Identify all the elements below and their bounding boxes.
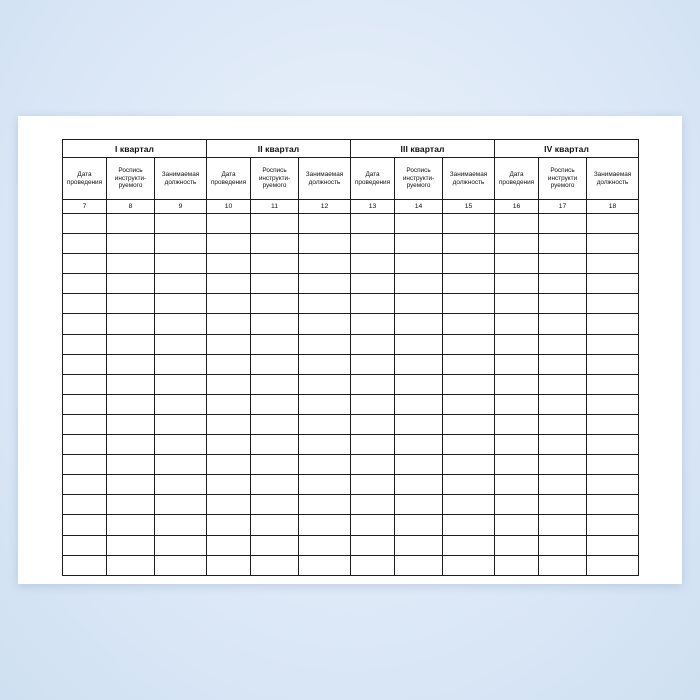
table-cell[interactable] (107, 535, 155, 555)
table-cell[interactable] (251, 414, 299, 434)
table-cell[interactable] (443, 535, 495, 555)
table-cell[interactable] (443, 455, 495, 475)
table-cell[interactable] (207, 334, 251, 354)
table-cell[interactable] (299, 555, 351, 575)
table-cell[interactable] (299, 374, 351, 394)
table-cell[interactable] (251, 254, 299, 274)
table-row[interactable] (63, 254, 639, 274)
table-cell[interactable] (207, 555, 251, 575)
table-cell[interactable] (299, 414, 351, 434)
table-cell[interactable] (251, 294, 299, 314)
table-cell[interactable] (107, 314, 155, 334)
table-cell[interactable] (207, 414, 251, 434)
table-cell[interactable] (587, 334, 639, 354)
table-cell[interactable] (207, 535, 251, 555)
table-cell[interactable] (107, 414, 155, 434)
table-cell[interactable] (299, 515, 351, 535)
table-cell[interactable] (395, 334, 443, 354)
table-cell[interactable] (395, 535, 443, 555)
table-row[interactable] (63, 334, 639, 354)
table-cell[interactable] (63, 414, 107, 434)
table-cell[interactable] (107, 294, 155, 314)
table-cell[interactable] (443, 334, 495, 354)
table-cell[interactable] (207, 314, 251, 334)
table-cell[interactable] (107, 354, 155, 374)
column-label-9: Занимаемая должность (443, 158, 495, 200)
table-cell[interactable] (539, 414, 587, 434)
table-cell[interactable] (351, 515, 395, 535)
table-cell[interactable] (351, 214, 395, 234)
table-cell[interactable] (539, 374, 587, 394)
table-cell[interactable] (539, 334, 587, 354)
table-cell[interactable] (395, 435, 443, 455)
table-cell[interactable] (207, 515, 251, 535)
table-cell[interactable] (539, 495, 587, 515)
table-cell[interactable] (495, 334, 539, 354)
table-cell[interactable] (63, 495, 107, 515)
table-cell[interactable] (251, 394, 299, 414)
column-number-3: 9 (155, 200, 207, 214)
table-cell[interactable] (155, 354, 207, 374)
quarter-header-3: III квартал (351, 140, 495, 158)
table-cell[interactable] (63, 254, 107, 274)
table-cell[interactable] (587, 435, 639, 455)
column-number-2: 8 (107, 200, 155, 214)
table-cell[interactable] (351, 475, 395, 495)
column-number-12: 18 (587, 200, 639, 214)
table-cell[interactable] (495, 294, 539, 314)
table-cell[interactable] (155, 535, 207, 555)
table-cell[interactable] (539, 455, 587, 475)
table-cell[interactable] (155, 274, 207, 294)
table-cell[interactable] (395, 515, 443, 535)
table-cell[interactable] (495, 394, 539, 414)
table-cell[interactable] (251, 495, 299, 515)
table-cell[interactable] (299, 234, 351, 254)
table-cell[interactable] (207, 214, 251, 234)
table-cell[interactable] (155, 435, 207, 455)
table-row[interactable] (63, 515, 639, 535)
table-cell[interactable] (63, 394, 107, 414)
table-cell[interactable] (539, 535, 587, 555)
quarter-header-row (63, 140, 639, 158)
table-cell[interactable] (207, 435, 251, 455)
table-cell[interactable] (495, 414, 539, 434)
table-cell[interactable] (395, 294, 443, 314)
table-cell[interactable] (587, 374, 639, 394)
table-cell[interactable] (495, 455, 539, 475)
table-row[interactable] (63, 354, 639, 374)
table-cell[interactable] (587, 214, 639, 234)
table-cell[interactable] (539, 435, 587, 455)
column-label-8: Роспись инструкти-руемого (395, 158, 443, 200)
table-cell[interactable] (155, 334, 207, 354)
table-cell[interactable] (587, 294, 639, 314)
column-number-row (63, 200, 639, 214)
table-cell[interactable] (251, 274, 299, 294)
table-cell[interactable] (63, 374, 107, 394)
table-body (63, 214, 639, 576)
table-cell[interactable] (63, 334, 107, 354)
table-cell[interactable] (207, 294, 251, 314)
table-cell[interactable] (587, 354, 639, 374)
table-cell[interactable] (251, 475, 299, 495)
table-cell[interactable] (251, 555, 299, 575)
table-row[interactable] (63, 455, 639, 475)
table-cell[interactable] (63, 435, 107, 455)
table-cell[interactable] (207, 394, 251, 414)
table-cell[interactable] (395, 475, 443, 495)
table-cell[interactable] (251, 515, 299, 535)
quarter-header-2: II квартал (207, 140, 351, 158)
table-cell[interactable] (251, 334, 299, 354)
table-cell[interactable] (443, 435, 495, 455)
table-cell[interactable] (251, 314, 299, 334)
table-row[interactable] (63, 294, 639, 314)
table-cell[interactable] (299, 254, 351, 274)
table-cell[interactable] (539, 254, 587, 274)
table-cell[interactable] (587, 234, 639, 254)
table-cell[interactable] (587, 495, 639, 515)
table-cell[interactable] (495, 515, 539, 535)
table-cell[interactable] (495, 354, 539, 374)
table-row[interactable] (63, 475, 639, 495)
table-cell[interactable] (587, 455, 639, 475)
column-number-4: 10 (207, 200, 251, 214)
table-cell[interactable] (107, 435, 155, 455)
table-cell[interactable] (251, 234, 299, 254)
table-cell[interactable] (351, 334, 395, 354)
table-cell[interactable] (443, 354, 495, 374)
table-cell[interactable] (107, 455, 155, 475)
table-cell[interactable] (395, 314, 443, 334)
table-cell[interactable] (155, 254, 207, 274)
table-cell[interactable] (587, 535, 639, 555)
table-cell[interactable] (299, 354, 351, 374)
table-cell[interactable] (299, 495, 351, 515)
table-row[interactable] (63, 435, 639, 455)
table-cell[interactable] (299, 214, 351, 234)
table-cell[interactable] (207, 374, 251, 394)
table-cell[interactable] (587, 254, 639, 274)
table-cell[interactable] (251, 214, 299, 234)
table-cell[interactable] (63, 214, 107, 234)
table-cell[interactable] (251, 455, 299, 475)
table-cell[interactable] (63, 274, 107, 294)
table-cell[interactable] (587, 515, 639, 535)
quarter-header-1: I квартал (63, 140, 207, 158)
column-number-7: 13 (351, 200, 395, 214)
table-cell[interactable] (443, 374, 495, 394)
table-cell[interactable] (155, 374, 207, 394)
table-cell[interactable] (443, 475, 495, 495)
table-cell[interactable] (495, 234, 539, 254)
table-cell[interactable] (395, 414, 443, 434)
column-label-5: Роспись инструкти-руемого (251, 158, 299, 200)
table-cell[interactable] (251, 374, 299, 394)
table-cell[interactable] (395, 455, 443, 475)
table-cell[interactable] (443, 414, 495, 434)
table-cell[interactable] (495, 374, 539, 394)
table-cell[interactable] (587, 274, 639, 294)
table-cell[interactable] (155, 294, 207, 314)
table-cell[interactable] (63, 314, 107, 334)
table-cell[interactable] (495, 274, 539, 294)
table-cell[interactable] (495, 314, 539, 334)
table-cell[interactable] (395, 495, 443, 515)
table-cell[interactable] (495, 495, 539, 515)
column-number-9: 15 (443, 200, 495, 214)
column-label-3: Занимаемая должность (155, 158, 207, 200)
table-row[interactable] (63, 495, 639, 515)
instruction-journal-table (62, 139, 639, 576)
table-cell[interactable] (395, 254, 443, 274)
document-paper (18, 116, 682, 584)
table-cell[interactable] (251, 435, 299, 455)
table-cell[interactable] (395, 354, 443, 374)
table-cell[interactable] (351, 495, 395, 515)
table-cell[interactable] (587, 394, 639, 414)
table-cell[interactable] (155, 314, 207, 334)
table-row[interactable] (63, 214, 639, 234)
table-cell[interactable] (495, 475, 539, 495)
column-number-8: 14 (395, 200, 443, 214)
table-cell[interactable] (63, 475, 107, 495)
column-number-11: 17 (539, 200, 587, 214)
table-cell[interactable] (107, 495, 155, 515)
column-number-1: 7 (63, 200, 107, 214)
table-cell[interactable] (351, 294, 395, 314)
column-label-row (63, 158, 639, 200)
table-cell[interactable] (299, 394, 351, 414)
table-cell[interactable] (495, 214, 539, 234)
table-cell[interactable] (207, 455, 251, 475)
table-cell[interactable] (587, 414, 639, 434)
table-cell[interactable] (443, 214, 495, 234)
table-row[interactable] (63, 555, 639, 575)
column-number-5: 11 (251, 200, 299, 214)
table-cell[interactable] (107, 475, 155, 495)
table-cell[interactable] (63, 515, 107, 535)
table-cell[interactable] (207, 274, 251, 294)
table-cell[interactable] (251, 535, 299, 555)
table-cell[interactable] (395, 374, 443, 394)
column-label-7: Дата проведения (351, 158, 395, 200)
table-container (62, 139, 638, 576)
table-cell[interactable] (443, 254, 495, 274)
table-cell[interactable] (443, 495, 495, 515)
column-label-4: Дата проведения (207, 158, 251, 200)
table-cell[interactable] (351, 394, 395, 414)
table-cell[interactable] (299, 475, 351, 495)
table-cell[interactable] (443, 294, 495, 314)
table-cell[interactable] (155, 495, 207, 515)
table-cell[interactable] (443, 274, 495, 294)
table-cell[interactable] (299, 274, 351, 294)
table-cell[interactable] (443, 394, 495, 414)
table-cell[interactable] (155, 515, 207, 535)
table-cell[interactable] (299, 455, 351, 475)
table-cell[interactable] (107, 214, 155, 234)
table-cell[interactable] (63, 455, 107, 475)
table-cell[interactable] (539, 394, 587, 414)
table-cell[interactable] (351, 274, 395, 294)
table-cell[interactable] (351, 455, 395, 475)
table-cell[interactable] (495, 555, 539, 575)
table-cell[interactable] (107, 234, 155, 254)
table-cell[interactable] (63, 354, 107, 374)
table-cell[interactable] (107, 374, 155, 394)
column-label-11: Роспись инструкти руемого (539, 158, 587, 200)
table-cell[interactable] (587, 314, 639, 334)
table-cell[interactable] (395, 234, 443, 254)
table-cell[interactable] (107, 334, 155, 354)
column-label-2: Роспись инструкти-руемого (107, 158, 155, 200)
column-number-6: 12 (299, 200, 351, 214)
table-cell[interactable] (539, 234, 587, 254)
table-cell[interactable] (63, 535, 107, 555)
table-cell[interactable] (443, 314, 495, 334)
table-cell[interactable] (155, 455, 207, 475)
table-cell[interactable] (107, 555, 155, 575)
table-cell[interactable] (495, 435, 539, 455)
table-cell[interactable] (351, 354, 395, 374)
table-cell[interactable] (587, 475, 639, 495)
table-cell[interactable] (351, 555, 395, 575)
table-cell[interactable] (299, 334, 351, 354)
table-row[interactable] (63, 535, 639, 555)
table-cell[interactable] (299, 535, 351, 555)
table-cell[interactable] (155, 394, 207, 414)
column-label-1: Дата проведения (63, 158, 107, 200)
table-cell[interactable] (299, 314, 351, 334)
table-cell[interactable] (539, 555, 587, 575)
table-cell[interactable] (63, 294, 107, 314)
table-cell[interactable] (207, 254, 251, 274)
table-cell[interactable] (299, 294, 351, 314)
table-cell[interactable] (443, 555, 495, 575)
table-cell[interactable] (443, 515, 495, 535)
table-cell[interactable] (539, 214, 587, 234)
table-cell[interactable] (107, 515, 155, 535)
table-cell[interactable] (495, 535, 539, 555)
table-cell[interactable] (587, 555, 639, 575)
table-row[interactable] (63, 394, 639, 414)
table-cell[interactable] (251, 354, 299, 374)
table-cell[interactable] (107, 274, 155, 294)
table-cell[interactable] (395, 394, 443, 414)
table-cell[interactable] (155, 555, 207, 575)
table-cell[interactable] (299, 435, 351, 455)
table-cell[interactable] (495, 254, 539, 274)
table-row[interactable] (63, 274, 639, 294)
table-cell[interactable] (443, 234, 495, 254)
table-cell[interactable] (155, 214, 207, 234)
table-cell[interactable] (539, 294, 587, 314)
table-cell[interactable] (539, 354, 587, 374)
column-label-12: Занимаемая должность (587, 158, 639, 200)
table-cell[interactable] (63, 234, 107, 254)
table-row[interactable] (63, 234, 639, 254)
table-cell[interactable] (351, 234, 395, 254)
table-cell[interactable] (539, 274, 587, 294)
table-cell[interactable] (351, 374, 395, 394)
table-cell[interactable] (395, 214, 443, 234)
table-cell[interactable] (351, 414, 395, 434)
quarter-header-4: IV квартал (495, 140, 639, 158)
table-cell[interactable] (351, 535, 395, 555)
table-cell[interactable] (207, 234, 251, 254)
column-label-10: Дата проведения (495, 158, 539, 200)
table-cell[interactable] (351, 254, 395, 274)
table-cell[interactable] (539, 515, 587, 535)
table-cell[interactable] (351, 314, 395, 334)
table-cell[interactable] (155, 414, 207, 434)
table-cell[interactable] (155, 234, 207, 254)
table-cell[interactable] (395, 555, 443, 575)
table-row[interactable] (63, 374, 639, 394)
table-cell[interactable] (539, 314, 587, 334)
table-row[interactable] (63, 414, 639, 434)
table-row[interactable] (63, 314, 639, 334)
table-cell[interactable] (207, 475, 251, 495)
table-cell[interactable] (107, 254, 155, 274)
table-cell[interactable] (395, 274, 443, 294)
table-cell[interactable] (351, 435, 395, 455)
column-label-6: Занимаемая должность (299, 158, 351, 200)
table-cell[interactable] (207, 354, 251, 374)
table-cell[interactable] (63, 555, 107, 575)
table-cell[interactable] (539, 475, 587, 495)
table-cell[interactable] (155, 475, 207, 495)
table-cell[interactable] (107, 394, 155, 414)
column-number-10: 16 (495, 200, 539, 214)
table-cell[interactable] (207, 495, 251, 515)
